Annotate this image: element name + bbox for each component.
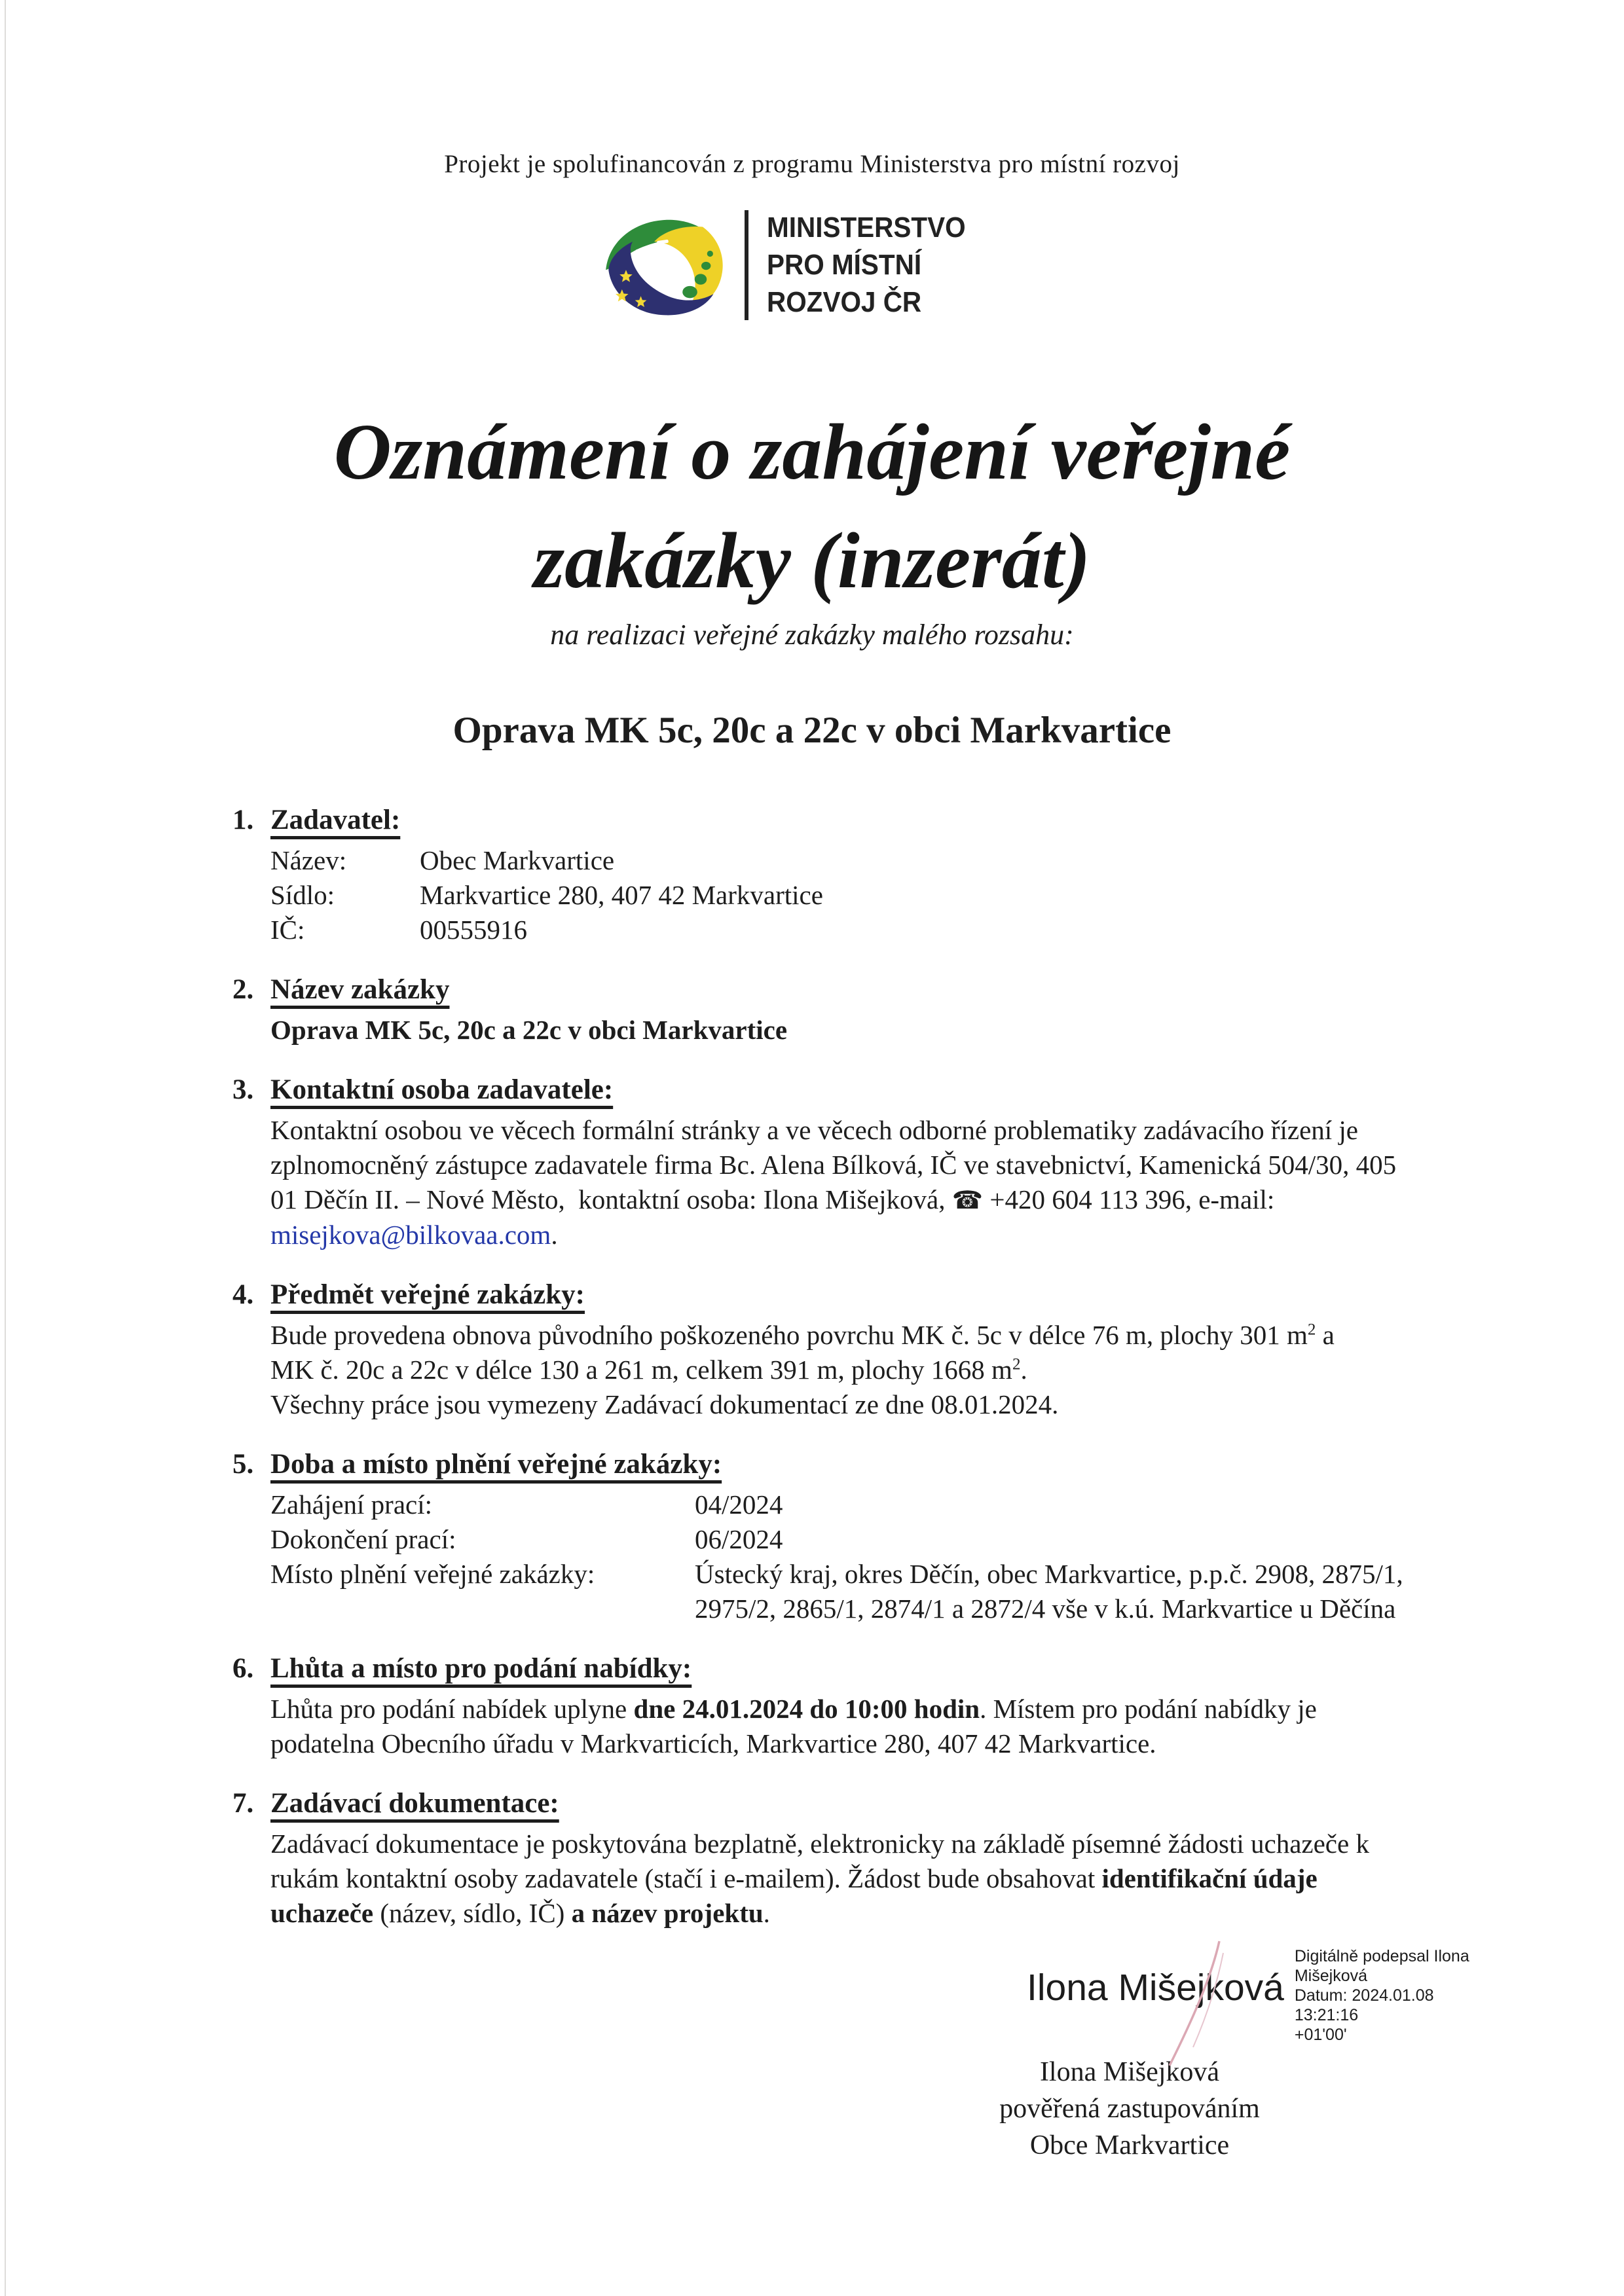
field-row	[270, 1522, 1428, 1557]
scope-text: a MK č. 20c a 22c v délce 130 a 261 m, celkem 391 m, plochy 1668 m	[270, 1320, 1342, 1385]
document-subtitle: na realizaci veřejné zakázky malého rozsahu:	[550, 619, 1074, 651]
signature-detail-line: +01'00'	[1294, 2026, 1347, 2044]
sections	[0, 801, 1624, 1931]
section-heading: Lhůta a místo pro podání nabídky:	[270, 1653, 692, 1684]
field-label: Dokončení prací:	[270, 1524, 456, 1554]
section-heading: Předmět veřejné zakázky:	[270, 1279, 585, 1310]
deadline-text: Lhůta pro podání nabídek uplyne	[270, 1694, 634, 1724]
section-number: 6.	[232, 1653, 254, 1684]
contact-paragraph	[270, 1113, 1403, 1252]
section-number: 4.	[232, 1279, 254, 1310]
ministry-wordmark-line2: PRO MÍSTNÍ	[766, 249, 922, 281]
required-info: identifikační údaje uchazeče	[270, 1863, 1324, 1928]
field-label: Místo plnění veřejné zakázky:	[270, 1559, 595, 1589]
field-row	[270, 843, 1428, 878]
contract-name: Oprava MK 5c, 20c a 22c v obci Markvartice	[270, 1015, 788, 1045]
section-number: 2.	[232, 974, 254, 1005]
document-title	[0, 398, 1624, 615]
field-value: 04/2024	[695, 1489, 783, 1520]
documentation-text: (název, sídlo, IČ)	[373, 1898, 572, 1928]
deadline-text: . Místem pro podání nabídky je podatelna Obecního úřadu v Markvarticích, Markvartice 280, 407 42 Markvartice.	[270, 1694, 1324, 1758]
scope-paragraph	[270, 1318, 1357, 1387]
section-heading: Zadávací dokumentace:	[270, 1788, 559, 1819]
phone-icon: ☎	[951, 1186, 984, 1214]
superscript: 2	[1012, 1355, 1021, 1374]
ministry-wordmark	[767, 209, 966, 321]
required-info: a název projektu	[571, 1898, 764, 1928]
project-title: Oprava MK 5c, 20c a 22c v obci Markvartice	[452, 710, 1172, 751]
section-lhuta	[232, 1650, 1428, 1761]
section-number: 3.	[232, 1074, 254, 1105]
signature-detail-line: Datum: 2024.01.08 13:21:16	[1294, 1986, 1434, 2024]
signature-name: Ilona Mišejková	[1027, 1967, 1284, 2009]
field-label: Název:	[270, 845, 347, 875]
ministry-logo	[0, 209, 1604, 321]
section-number: 7.	[232, 1788, 254, 1819]
superscript: 2	[1307, 1321, 1316, 1339]
section-nazev-zakazky	[232, 971, 1428, 1048]
email-link[interactable]: misejkova@bilkovaa.com	[270, 1220, 551, 1250]
field-label: IČ:	[270, 915, 305, 945]
phone-number: +420 604 113 396, e-mail:	[983, 1184, 1282, 1214]
field-label: Zahájení prací:	[270, 1489, 433, 1520]
scope-text: Bude provedena obnova původního poškozeného povrchu MK č. 5c v délce 76 m, plochy 301 m	[270, 1320, 1308, 1350]
sentence-end: .	[1020, 1355, 1027, 1385]
section-doba-misto	[232, 1446, 1428, 1626]
sentence-end: .	[763, 1898, 770, 1928]
scope-note: Všechny práce jsou vymezeny Zadávací dokumentací ze dne 08.01.2024.	[270, 1389, 1059, 1419]
section-heading: Doba a místo plnění veřejné zakázky:	[270, 1449, 722, 1480]
field-value: 06/2024	[695, 1524, 783, 1554]
documentation-text: Zadávací dokumentace je poskytována bezplatně, elektronicky na základě písemné žádosti uchazeče k rukám kontaktní osoby zadavatele (stačí i e-mailem). Žádost bude obsahovat	[270, 1829, 1376, 1893]
contact-text: Kontaktní osobou ve věcech formální stránky a ve věcech odborné problematiky zadávacího řízení je zplnomocněný zástupce zadavatele firma Bc. Alena Bílková, IČ ve stavebnictví, Kamenická 504/30, 405 01 Děčín II. – Nové Město, kontaktní osoba: Ilona Mišejková,	[270, 1115, 1403, 1214]
field-value: Obec Markvartice	[420, 845, 615, 875]
field-row	[270, 878, 1428, 913]
field-value: 00555916	[420, 915, 527, 945]
document-title-line2: zakázky (inzerát)	[533, 517, 1091, 605]
signatory-role: pověřená zastupováním	[999, 2094, 1260, 2124]
deadline-paragraph	[270, 1692, 1397, 1761]
signatory-name: Ilona Mišejková	[1039, 2057, 1220, 2087]
section-zadavatel	[232, 801, 1428, 947]
field-label: Sídlo:	[270, 880, 335, 910]
field-row	[270, 1487, 1428, 1522]
scan-edge-artifact	[5, 0, 6, 2296]
mmr-swirl-icon	[602, 210, 726, 320]
ministry-wordmark-line1: MINISTERSTVO	[766, 211, 966, 244]
field-value: Ústecký kraj, okres Děčín, obec Markvartice, p.p.č. 2908, 2875/1, 2975/2, 2865/1, 2874/1 a 2872/4 vše v k.ú. Markvartice u Děčína	[695, 1559, 1403, 1624]
section-predmet	[232, 1276, 1428, 1422]
field-row	[270, 1557, 1428, 1626]
section-zadavaci-dokumentace	[232, 1785, 1428, 1931]
section-number: 1.	[232, 805, 254, 835]
funding-note: Projekt je spolufinancován z programu Ministerstva pro místní rozvoj	[444, 150, 1180, 178]
signature-details	[1295, 1946, 1472, 2045]
documentation-paragraph	[270, 1827, 1413, 1931]
field-value: Markvartice 280, 407 42 Markvartice	[420, 880, 823, 910]
deadline-date: dne 24.01.2024 do 10:00 hodin	[633, 1694, 980, 1724]
signature-detail-line: Mišejková	[1294, 1967, 1368, 1985]
digital-signature	[1027, 1946, 1472, 2045]
section-number: 5.	[232, 1449, 254, 1480]
sentence-end: .	[551, 1220, 558, 1250]
logo-divider	[745, 210, 748, 320]
section-kontaktni-osoba	[232, 1071, 1428, 1252]
section-heading: Zadavatel:	[270, 805, 401, 835]
section-heading: Kontaktní osoba zadavatele:	[270, 1074, 614, 1105]
signatory-block	[917, 2054, 1342, 2164]
ministry-wordmark-line3: ROZVOJ ČR	[766, 286, 922, 318]
document-title-line1: Oznámení o zahájení veřejné	[333, 408, 1291, 496]
signature-detail-line: Digitálně podepsal Ilona	[1294, 1947, 1469, 1965]
field-row	[270, 913, 1428, 947]
section-heading: Název zakázky	[270, 974, 450, 1005]
signatory-org: Obce Markvartice	[1029, 2130, 1230, 2160]
